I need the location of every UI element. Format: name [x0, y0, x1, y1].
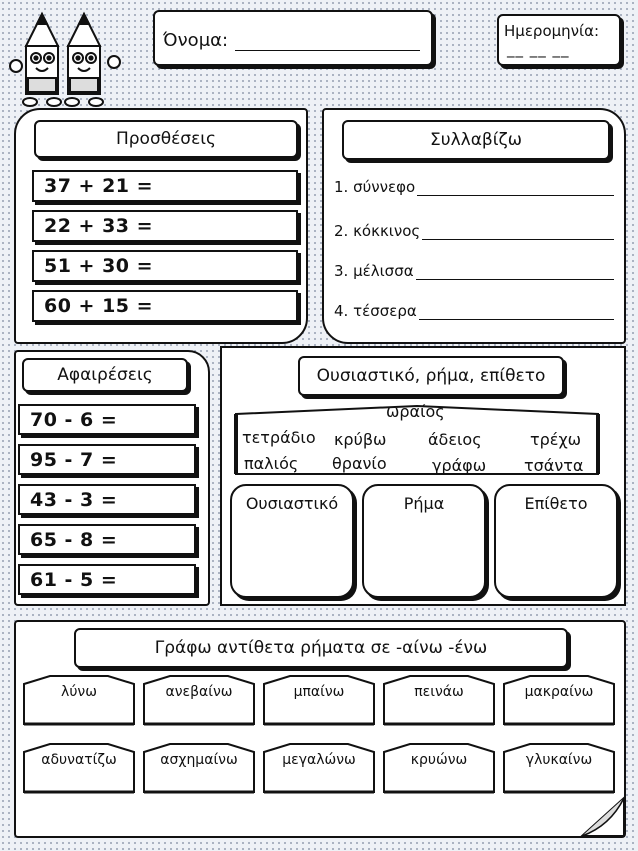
- antonym-tag-3[interactable]: [260, 674, 378, 728]
- syllables-word-1: 1. σύννεφο: [334, 178, 416, 196]
- antonym-tag-7[interactable]: [140, 742, 258, 796]
- subtraction-title: Αφαιρέσεις: [22, 358, 188, 392]
- word-bank-word-1: ωραίος: [386, 402, 445, 421]
- syllables-row-2[interactable]: [334, 222, 614, 240]
- antonym-word-2: ανεβαίνω: [165, 684, 233, 700]
- antonym-tag-9[interactable]: [380, 742, 498, 796]
- subtraction-item-4[interactable]: 65 - 8 =: [18, 524, 196, 555]
- antonym-word-9: κρυώνω: [410, 752, 468, 768]
- name-label: Όνομα:: [163, 30, 229, 51]
- antonym-word-10: γλυκαίνω: [525, 752, 593, 768]
- antonym-tag-2[interactable]: [140, 674, 258, 728]
- antonym-word-1: λύνω: [61, 684, 97, 700]
- antonym-word-7: ασχημαίνω: [160, 752, 238, 768]
- antonym-tag-6[interactable]: [20, 742, 138, 796]
- syllables-word-3: 3. μέλισσα: [334, 262, 414, 280]
- antonym-word-6: αδυνατίζω: [41, 752, 117, 768]
- subtraction-item-1[interactable]: 70 - 6 =: [18, 404, 196, 435]
- addition-title: Προσθέσεις: [34, 120, 298, 158]
- antonym-tag-4[interactable]: [380, 674, 498, 728]
- word-bank-word-8: γράφω: [432, 456, 487, 475]
- syllables-answer-line-2[interactable]: [422, 225, 614, 240]
- syllables-row-4[interactable]: [334, 302, 614, 320]
- syllables-row-1[interactable]: [334, 178, 614, 196]
- antonym-word-3: μπαίνω: [293, 684, 345, 700]
- antonym-tag-1[interactable]: [20, 674, 138, 728]
- word-bank-word-7: θρανίο: [332, 454, 387, 473]
- word-bank-word-4: άδειος: [428, 430, 482, 449]
- addition-item-3[interactable]: 51 + 30 =: [32, 250, 298, 282]
- category-box-noun[interactable]: [230, 484, 354, 598]
- addition-item-4[interactable]: 60 + 15 =: [32, 290, 298, 322]
- word-bank-word-6: παλιός: [244, 454, 299, 473]
- category-box-adjective[interactable]: [494, 484, 618, 598]
- antonym-word-5: μακραίνω: [524, 684, 594, 700]
- word-bank-word-3: κρύβω: [334, 430, 387, 449]
- category-noun-label: Ουσιαστικό: [245, 494, 339, 513]
- antonym-tag-10[interactable]: [500, 742, 618, 796]
- category-box-verb[interactable]: [362, 484, 486, 598]
- syllables-word-4: 4. τέσσερα: [334, 302, 417, 320]
- syllables-row-3[interactable]: [334, 262, 614, 280]
- date-blanks[interactable]: __ __ __: [507, 40, 570, 58]
- parts-of-speech-title: Ουσιαστικό, ρήμα, επίθετο: [298, 356, 564, 396]
- page-curl-icon: [580, 796, 626, 838]
- syllables-answer-line-4[interactable]: [419, 305, 614, 320]
- antonyms-title: Γράφω αντίθετα ρήματα σε -αίνω -ένω: [74, 628, 568, 668]
- syllables-title: Συλλαβίζω: [342, 120, 610, 160]
- antonym-tag-5[interactable]: [500, 674, 618, 728]
- antonym-word-8: μεγαλώνω: [282, 752, 356, 768]
- syllables-word-2: 2. κόκκινος: [334, 222, 421, 240]
- syllables-answer-line-1[interactable]: [417, 181, 614, 196]
- date-box: [497, 14, 621, 66]
- pencil-mascots-icon: [4, 6, 128, 110]
- antonym-tag-8[interactable]: [260, 742, 378, 796]
- subtraction-item-3[interactable]: 43 - 3 =: [18, 484, 196, 515]
- subtraction-item-2[interactable]: 95 - 7 =: [18, 444, 196, 475]
- category-adjective-label: Επίθετο: [524, 494, 588, 513]
- name-box: [153, 10, 433, 66]
- name-answer-line[interactable]: [235, 50, 420, 51]
- word-bank-word-2: τετράδιο: [242, 428, 316, 447]
- antonym-word-4: πεινάω: [414, 684, 464, 700]
- subtraction-item-5[interactable]: 61 - 5 =: [18, 564, 196, 595]
- category-verb-label: Ρήμα: [403, 494, 445, 513]
- addition-item-1[interactable]: 37 + 21 =: [32, 170, 298, 202]
- date-label: Ημερομηνία:: [504, 22, 600, 40]
- syllables-answer-line-3[interactable]: [416, 265, 614, 280]
- word-bank-word-5: τρέχω: [530, 430, 582, 449]
- addition-item-2[interactable]: 22 + 33 =: [32, 210, 298, 242]
- word-bank-word-9: τσάντα: [524, 456, 584, 475]
